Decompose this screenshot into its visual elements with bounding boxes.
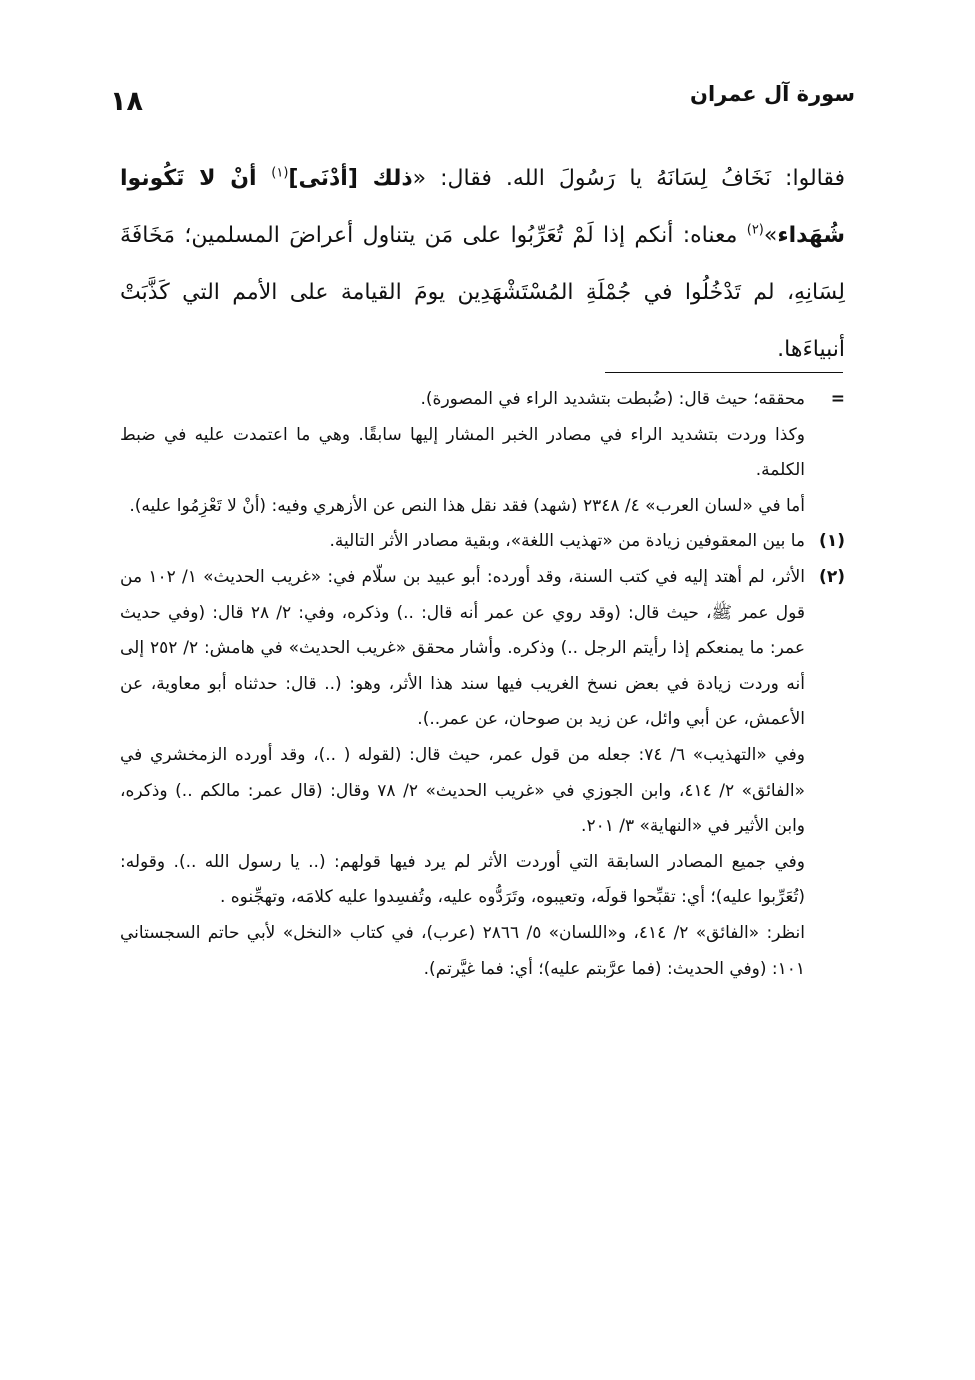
footnote-1-marker: (١) — [819, 531, 845, 552]
footnote-paragraph: محققه؛ حيث قال: (ضُبطت بتشديد الراء في المصورة). — [420, 389, 805, 409]
footnote-paragraph: الأثر، لم أهتد إليه في كتب السنة، وقد أورده: أبو عبيد بن سلّام في: «غريب الحديث» ١/ ١٠٢ من قول عمر ﷺ، حيث قال: (وقد روي عن عمر أنه قال: ..) وذكره، وفي: ٢/ ٢٨ قال: (وفي حديث عمر: ما يمنعكم إذا رأيتم الرجل ..) وذكره. وأشار محقق «غريب الحديث» في هامش: ٢/ ٢٥٢ إلى أنه وردت زيادة في بعض نسخ الغريب فيها سند هذا الأثر، وهو: (.. قال: حدثناه أبو معاوية، عن الأعمش، عن أبي وائل، عن زيد بن صوحان، عن عمر..). — [120, 566, 805, 730]
footnote-paragraph: ما بين المعقوفين زيادة من «تهذيب اللغة»، وبقية مصادر الأثر التالية. — [329, 531, 805, 552]
footnote-continued — [120, 382, 845, 524]
footnote-paragraph: أما في «لسان العرب» ٤/ ٢٣٤٨ (شهد) فقد نقل هذا النص عن الأزهري وفيه: (أنْ لا تَعْزِمُوا عليه). — [129, 495, 805, 516]
footnote-paragraph: وفي جميع المصادر السابقة التي أوردت الأثر لم يرد فيها قولهم: (.. يا رسول الله ..). وقوله: (تُعَرِّبوا عليه)؛ أي: تقبِّحوا قولَه، وتعيبوه، وتَرَدُّوه عليه، وتُفسِدوا عليه كلامَه، وتهجِّنوه . — [120, 851, 805, 908]
main-text-rest: معناه: أنكم إذا لَمْ تُعَرِّبُوا على مَن يتناول أعراضَ المسلمين؛ مَخَافَةَ لِسَانِهِ، لم تَدْخُلُوا في جُمْلَةِ المُسْتَشْهَدِين يومَ القيامة على الأمم التي كَذَّبَتْ أنبياءَها. — [120, 223, 845, 362]
quoted-phrase-part1: ذلك [أدْنَى] — [288, 166, 413, 191]
footnote-separator — [605, 372, 843, 373]
quoted-phrase-part2: أنْ لا تَكُونوا شُهَداء — [120, 166, 845, 248]
continuation-marker: = — [830, 389, 845, 409]
footnote-ref-2: (٢) — [746, 222, 764, 238]
main-paragraph — [120, 150, 845, 378]
page-header — [110, 78, 855, 128]
page-number: ١٨ — [110, 86, 143, 117]
running-title: سورة آل عمران — [690, 82, 855, 106]
footnote-2-marker: (٢) — [819, 566, 845, 587]
footnote-1 — [120, 524, 845, 560]
main-text — [120, 150, 845, 378]
footnote-ref-1: (١) — [271, 165, 289, 181]
quote-close: » — [763, 223, 778, 248]
footnote-2 — [120, 560, 845, 987]
footnote-paragraph: وكذا وردت بتشديد الراء في مصادر الخبر المشار إليها سابقًا. وهي ما اعتمدت عليه في ضبط الكلمة. — [120, 424, 805, 481]
footnote-paragraph: وفي «التهذيب» ٦/ ٧٤: جعله من قول عمر، حيث قال: (لقوله ( ..)، وقد أورده الزمخشري في «الفائق» ٢/ ٤١٤، وابن الجوزي في «غريب الحديث» ٢/ ٧٨ وقال: (قال عمر: مالكم ..) وذكره، وابن الأثير في «النهاية» ٣/ ٢٠١. — [120, 744, 806, 837]
footnote-paragraph: انظر: «الفائق» ٢/ ٤١٤، و«اللسان» ٥/ ٢٨٦٦ (عرب)، في كتاب «النخل» لأبي حاتم السجستاني ١٠١: (وفي الحديث: (فما عرَّبتم عليه)؛ أي: فما غيَّرتم). — [120, 922, 805, 979]
footnotes-section — [120, 382, 845, 987]
main-text-opening: فقالوا: نَخَافُ لِسَانَهُ يا رَسُولَ الله. فقال: « — [412, 166, 846, 191]
